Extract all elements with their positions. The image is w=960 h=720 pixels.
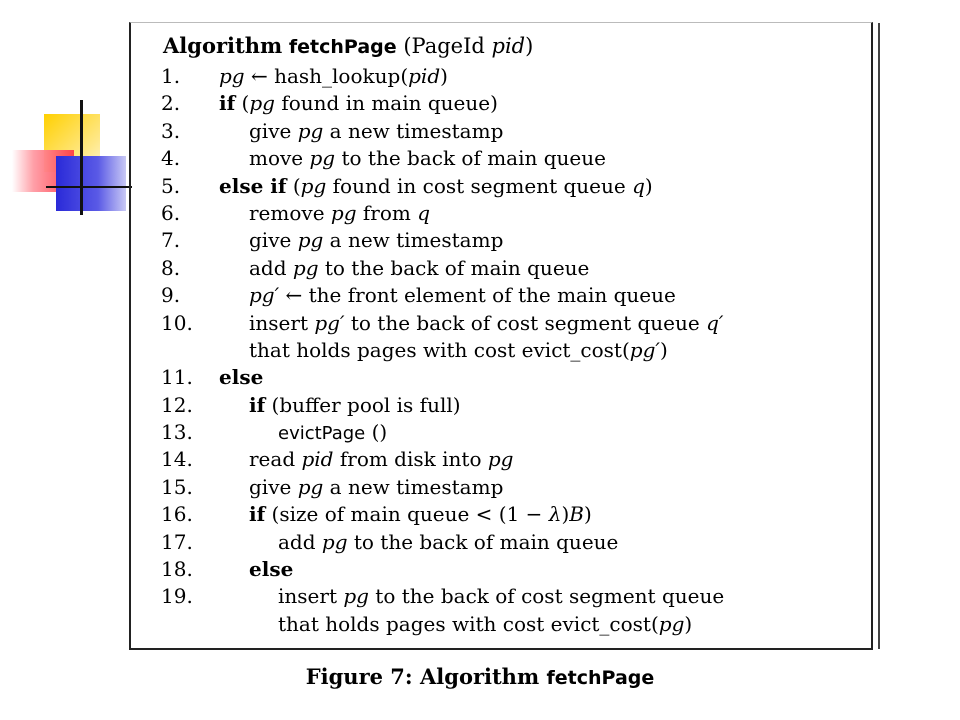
- variable: pg: [297, 474, 324, 499]
- code-text: to the back of main queue: [335, 146, 606, 171]
- algorithm-header: [163, 33, 533, 58]
- code-text: move: [249, 146, 310, 171]
- logo-vertical-line: [80, 100, 83, 215]
- variable: pg: [309, 146, 336, 171]
- algorithm-line: [131, 118, 871, 145]
- code-text: add: [249, 255, 293, 280]
- algorithm-line: [131, 364, 871, 391]
- algorithm-line: [131, 63, 871, 90]
- line-number: 9.: [161, 283, 181, 308]
- variable: pg′: [629, 337, 660, 362]
- logo-blue-square: [56, 156, 126, 211]
- variable: pg: [292, 255, 319, 280]
- algorithm-line: [131, 227, 871, 254]
- code-text: ← the front element of the main queue: [279, 283, 676, 308]
- variable: pg: [658, 611, 685, 636]
- variable: pg: [249, 91, 275, 116]
- algorithm-line: [131, 529, 871, 556]
- line-number: 3.: [161, 118, 181, 143]
- keyword: if: [249, 502, 266, 527]
- line-code: [249, 392, 461, 419]
- algorithm-name: fetchPage: [288, 36, 397, 58]
- variable: λ: [548, 502, 562, 527]
- code-text: read: [249, 447, 302, 472]
- line-code: [278, 529, 618, 556]
- code-text: ): [561, 502, 570, 527]
- line-number: 13.: [161, 420, 193, 445]
- code-text: found in cost segment queue: [326, 173, 633, 198]
- line-code: [249, 474, 503, 501]
- logo-horizontal-line: [46, 186, 132, 188]
- code-text: to the back of main queue: [347, 529, 619, 554]
- keyword: else: [219, 365, 264, 390]
- code-text: (): [365, 420, 388, 445]
- line-number: 10.: [161, 310, 193, 335]
- variable: pg: [321, 529, 348, 554]
- line-number: 2.: [161, 91, 181, 116]
- algorithm-keyword: Algorithm: [163, 33, 283, 58]
- code-text: give: [249, 118, 298, 143]
- variable: pid: [301, 447, 334, 472]
- line-code: [219, 173, 653, 200]
- variable: pg: [297, 118, 324, 143]
- code-text: ): [659, 337, 668, 362]
- code-text: add: [278, 529, 322, 554]
- function-call: evictPage: [278, 423, 366, 445]
- line-code: [249, 255, 589, 282]
- variable: pg: [297, 228, 324, 253]
- code-text: that holds pages with cost evict_cost(: [249, 337, 630, 362]
- line-code: [249, 501, 592, 528]
- line-number: 8.: [161, 255, 181, 280]
- variable: q: [632, 173, 645, 198]
- algorithm-line: [131, 392, 871, 419]
- code-text: ): [584, 502, 592, 527]
- algorithm-params-close: ): [525, 34, 534, 58]
- keyword: if: [219, 91, 236, 116]
- algorithm-line: [131, 583, 871, 610]
- code-text: a new timestamp: [323, 118, 504, 143]
- code-text: give: [249, 474, 298, 499]
- line-code: [278, 419, 387, 447]
- figure-caption: [0, 664, 960, 689]
- code-text: a new timestamp: [323, 228, 504, 253]
- caption-prefix: Figure 7: Algorithm: [305, 664, 547, 689]
- code-text: (size of main queue < (1 −: [265, 502, 549, 527]
- line-code: [249, 118, 503, 145]
- algorithm-line: [131, 255, 871, 282]
- algorithm-params-open: (PageId: [403, 34, 492, 58]
- line-code: [249, 310, 723, 337]
- algorithm-line: [131, 556, 871, 583]
- line-code: [249, 446, 513, 473]
- code-text: from: [356, 200, 418, 225]
- algorithm-line: [131, 337, 871, 364]
- line-number: 5.: [161, 173, 181, 198]
- code-text: from disk into: [333, 447, 488, 472]
- algorithm-line: [131, 419, 871, 446]
- code-text: give: [249, 228, 298, 253]
- algorithm-line: [131, 611, 871, 638]
- algorithm-line: [131, 90, 871, 117]
- code-text: (buffer pool is full): [265, 392, 461, 417]
- line-code: [249, 337, 668, 364]
- line-code: [249, 200, 430, 227]
- line-code: [278, 611, 692, 638]
- line-code: [249, 282, 676, 309]
- keyword: else if: [219, 173, 287, 198]
- code-text: to the back of cost segment queue: [368, 584, 725, 609]
- code-text: (: [235, 91, 250, 116]
- code-text: ): [644, 173, 653, 198]
- line-code: [249, 145, 606, 172]
- line-code: [219, 364, 263, 391]
- line-number: 4.: [161, 146, 181, 171]
- algorithm-line: [131, 474, 871, 501]
- code-text: (: [286, 173, 301, 198]
- variable: pg: [330, 200, 357, 225]
- line-code: [278, 583, 724, 610]
- code-text: ← hash_lookup(: [244, 64, 409, 88]
- line-code: [249, 556, 293, 583]
- variable: pg: [219, 64, 245, 88]
- algorithm-line: [131, 200, 871, 227]
- algorithm-line: [131, 446, 871, 473]
- code-text: to the back of main queue: [318, 255, 590, 280]
- algorithm-line: [131, 145, 871, 172]
- variable: q: [417, 200, 431, 225]
- code-text: insert: [278, 584, 344, 609]
- line-number: 7.: [161, 228, 181, 253]
- line-code: [219, 90, 498, 117]
- line-code: [249, 227, 503, 254]
- line-number: 14.: [161, 447, 193, 472]
- algorithm-line: [131, 310, 871, 337]
- variable: q′: [706, 310, 724, 335]
- line-number: 12.: [161, 392, 193, 417]
- keyword: if: [249, 392, 266, 417]
- algorithm-line: [131, 282, 871, 309]
- code-text: ): [684, 611, 693, 636]
- algorithm-param-var: pid: [491, 34, 526, 58]
- variable: B: [569, 502, 584, 527]
- algorithm-line: [131, 501, 871, 528]
- variable: pid: [408, 64, 441, 88]
- algorithm-box: [129, 22, 873, 650]
- line-number: 16.: [161, 502, 193, 527]
- variable: pg′: [249, 283, 280, 308]
- code-text: found in main queue): [274, 91, 498, 116]
- line-number: 15.: [161, 474, 193, 499]
- caption-name: fetchPage: [546, 667, 655, 689]
- line-number: 11.: [161, 365, 193, 390]
- code-text: insert: [249, 310, 315, 335]
- variable: pg: [343, 584, 369, 609]
- line-number: 17.: [161, 529, 193, 554]
- algorithm-line: [131, 173, 871, 200]
- code-text: ): [440, 64, 448, 88]
- line-number: 18.: [161, 557, 193, 582]
- colored-squares-logo-icon: [12, 100, 132, 215]
- variable: pg: [300, 173, 327, 198]
- algorithm-lines: [131, 63, 871, 638]
- code-text: to the back of cost segment queue: [344, 310, 707, 335]
- line-number: 6.: [161, 200, 181, 225]
- variable: pg: [487, 447, 514, 472]
- code-text: remove: [249, 200, 331, 225]
- line-number: 19.: [161, 584, 193, 609]
- code-text: that holds pages with cost evict_cost(: [278, 611, 659, 636]
- code-text: a new timestamp: [323, 474, 504, 499]
- variable: pg′: [314, 310, 345, 335]
- keyword: else: [249, 557, 294, 582]
- line-number: 1.: [161, 64, 181, 88]
- line-code: [219, 63, 448, 90]
